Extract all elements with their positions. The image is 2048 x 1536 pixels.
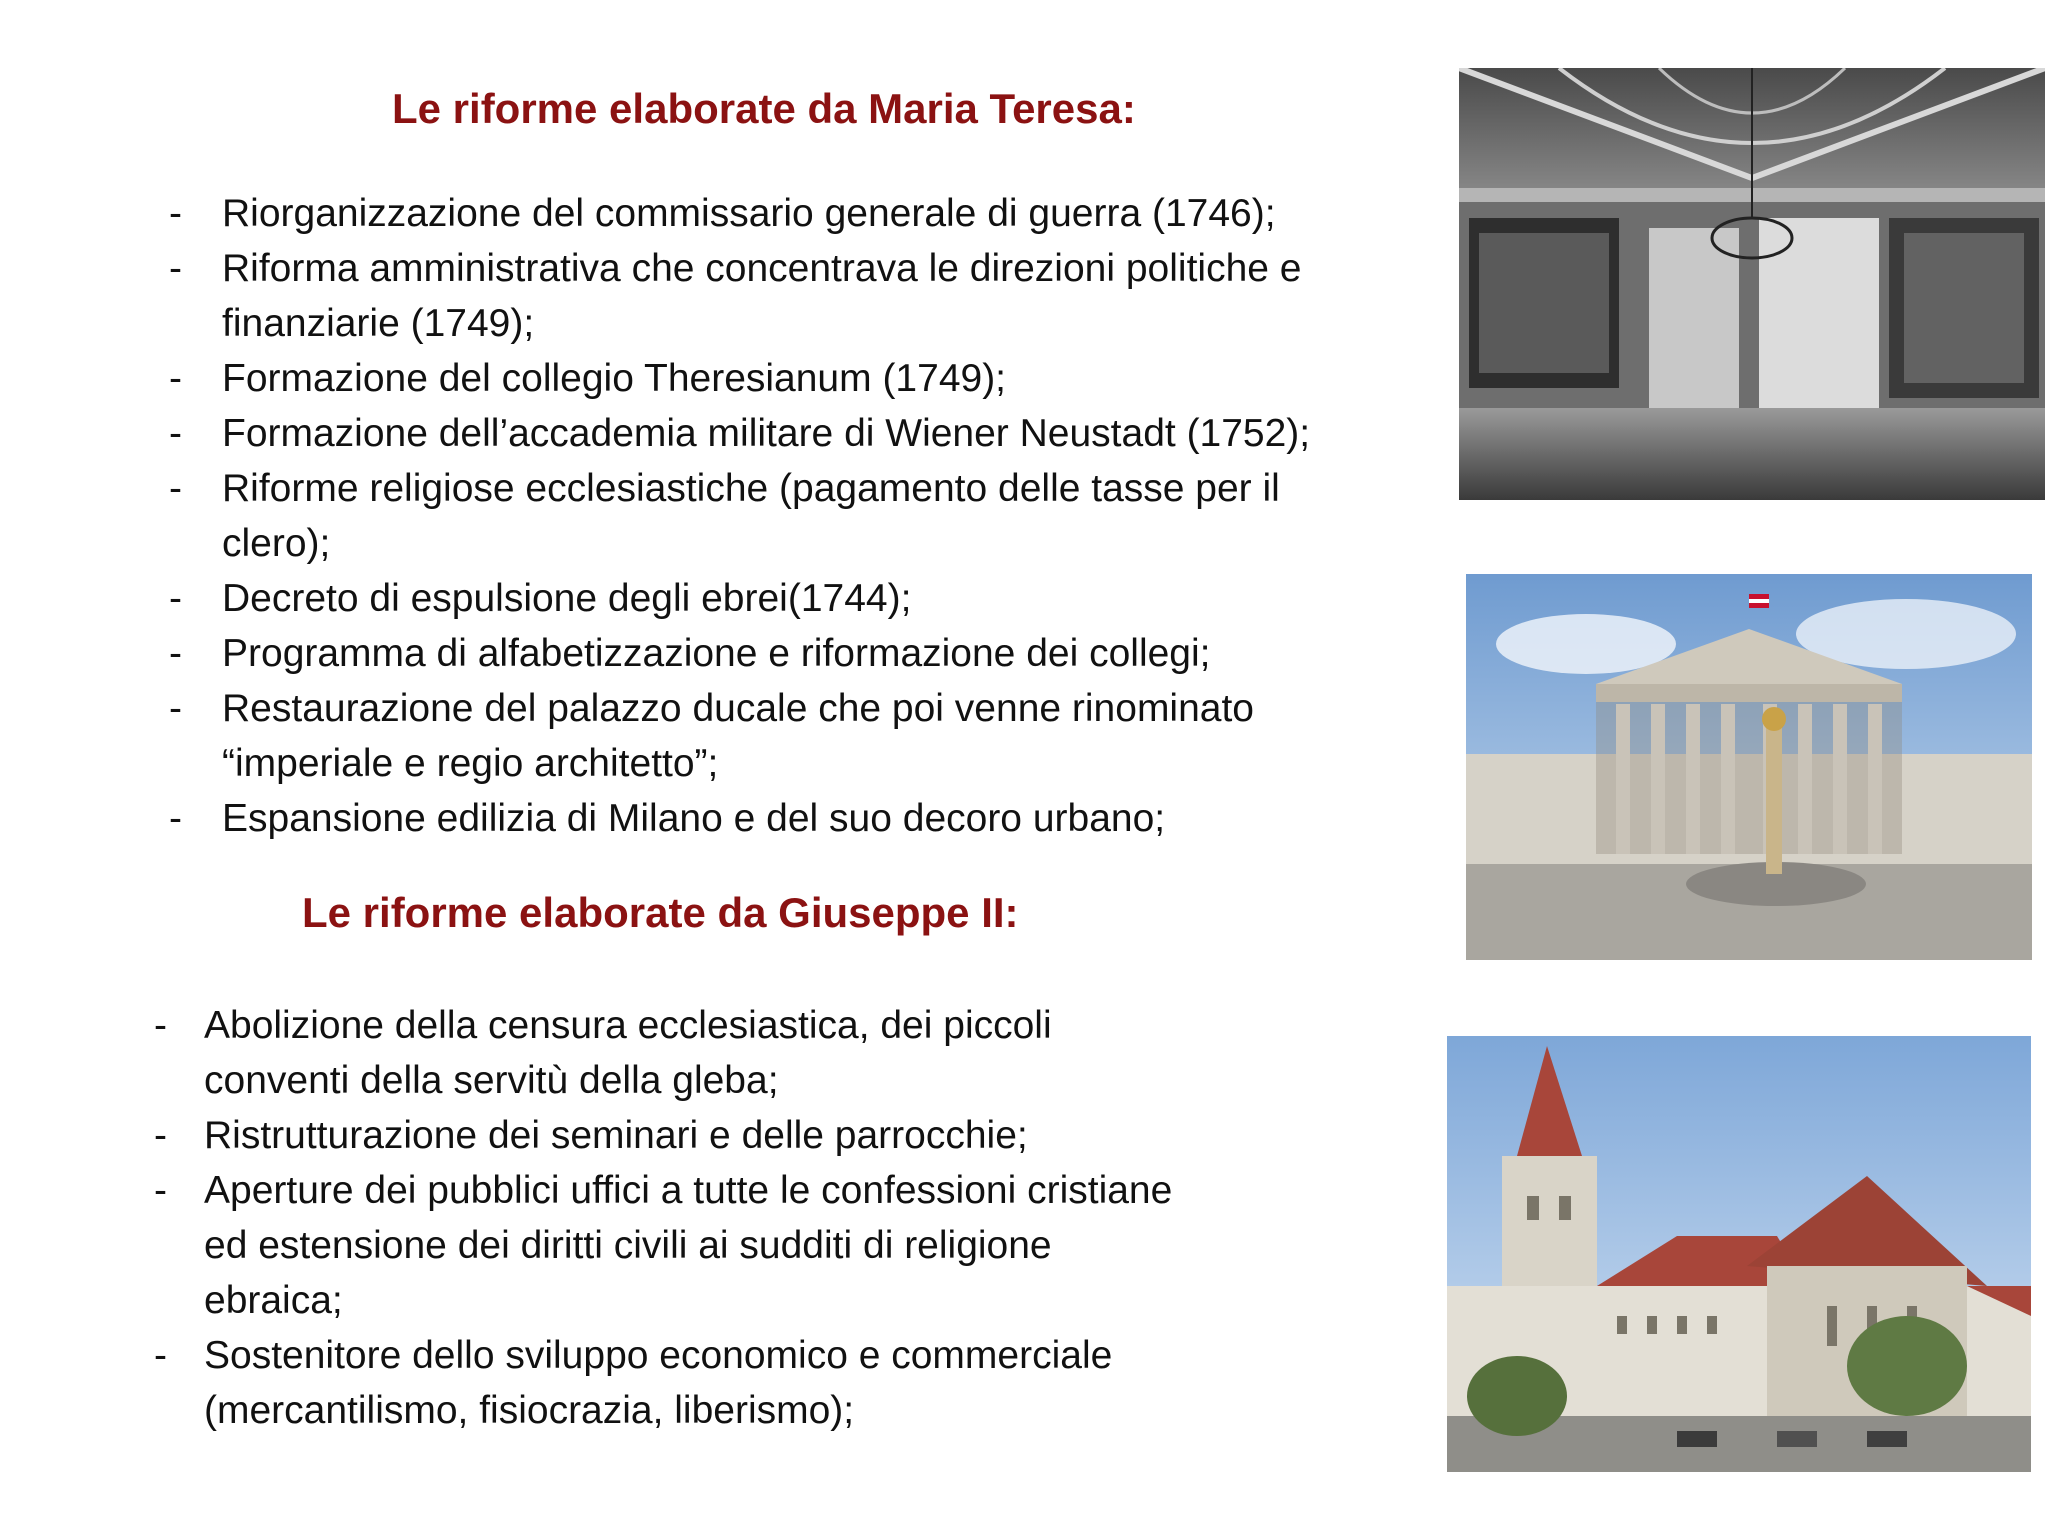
reform-list-item	[150, 1108, 1300, 1163]
bullet-dash: -	[169, 467, 182, 510]
reform-text-line: ebraica;	[204, 1279, 343, 1322]
reform-text-line: Riforma amministrativa che concentrava le direzioni politiche e	[222, 247, 1302, 290]
reform-list-item	[165, 791, 1435, 846]
bullet-dash: -	[169, 412, 182, 455]
reform-text-line: Formazione dell’accademia militare di Wiener Neustadt (1752);	[222, 412, 1311, 455]
reform-list-item	[165, 351, 1435, 406]
reform-text-line: Espansione edilizia di Milano e del suo decoro urbano;	[222, 797, 1166, 840]
reform-list-item	[165, 626, 1435, 681]
reform-text-line: Sostenitore dello sviluppo economico e commerciale	[204, 1334, 1113, 1377]
church-photo	[1447, 1036, 2031, 1472]
reform-text-line: Formazione del collegio Theresianum (1749);	[222, 357, 1007, 400]
bullet-dash: -	[169, 687, 182, 730]
reform-list-item	[150, 1328, 1300, 1438]
maria-teresa-reform-list	[165, 186, 1435, 846]
bullet-dash: -	[154, 1169, 167, 1212]
reform-list-item	[150, 998, 1300, 1108]
reform-text-line: “imperiale e regio architetto”;	[222, 742, 719, 785]
bullet-dash: -	[169, 577, 182, 620]
bullet-dash: -	[154, 1004, 167, 1047]
giuseppe-heading: Le riforme elaborate da Giuseppe II:	[302, 889, 1019, 936]
reform-text-line: (mercantilismo, fisiocrazia, liberismo);	[204, 1389, 855, 1432]
reform-list-item	[165, 571, 1435, 626]
reform-list-item	[165, 681, 1435, 791]
bullet-dash: -	[169, 357, 182, 400]
parliament-photo	[1466, 574, 2032, 960]
maria-teresa-heading: Le riforme elaborate da Maria Teresa:	[392, 85, 1136, 132]
bullet-dash: -	[154, 1334, 167, 1377]
reform-list-item	[165, 406, 1435, 461]
giuseppe-reform-list	[150, 998, 1300, 1438]
reform-text-line: finanziarie (1749);	[222, 302, 535, 345]
bullet-dash: -	[169, 192, 182, 235]
reform-text-line: conventi della servitù della gleba;	[204, 1059, 779, 1102]
baroque-hall-photo	[1459, 68, 2045, 500]
reform-list-item	[165, 461, 1435, 571]
reform-text-line: Decreto di espulsione degli ebrei(1744);	[222, 577, 912, 620]
bullet-dash: -	[169, 797, 182, 840]
reform-text-line: ed estensione dei diritti civili ai sudditi di religione	[204, 1224, 1052, 1267]
reform-list-item	[150, 1163, 1300, 1328]
reform-text-line: Ristrutturazione dei seminari e delle parrocchie;	[204, 1114, 1028, 1157]
reform-text-line: Programma di alfabetizzazione e riformazione dei collegi;	[222, 632, 1211, 675]
reform-list-item	[165, 186, 1435, 241]
reform-text-line: Riforme religiose ecclesiastiche (pagamento delle tasse per il	[222, 467, 1280, 510]
reform-text-line: Restaurazione del palazzo ducale che poi venne rinominato	[222, 687, 1254, 730]
reform-list-item	[165, 241, 1435, 351]
bullet-dash: -	[154, 1114, 167, 1157]
reform-text-line: Riorganizzazione del commissario generale di guerra (1746);	[222, 192, 1276, 235]
reform-text-line: clero);	[222, 522, 331, 565]
bullet-dash: -	[169, 247, 182, 290]
bullet-dash: -	[169, 632, 182, 675]
reform-text-line: Aperture dei pubblici uffici a tutte le confessioni cristiane	[204, 1169, 1173, 1212]
reform-text-line: Abolizione della censura ecclesiastica, dei piccoli	[204, 1004, 1052, 1047]
